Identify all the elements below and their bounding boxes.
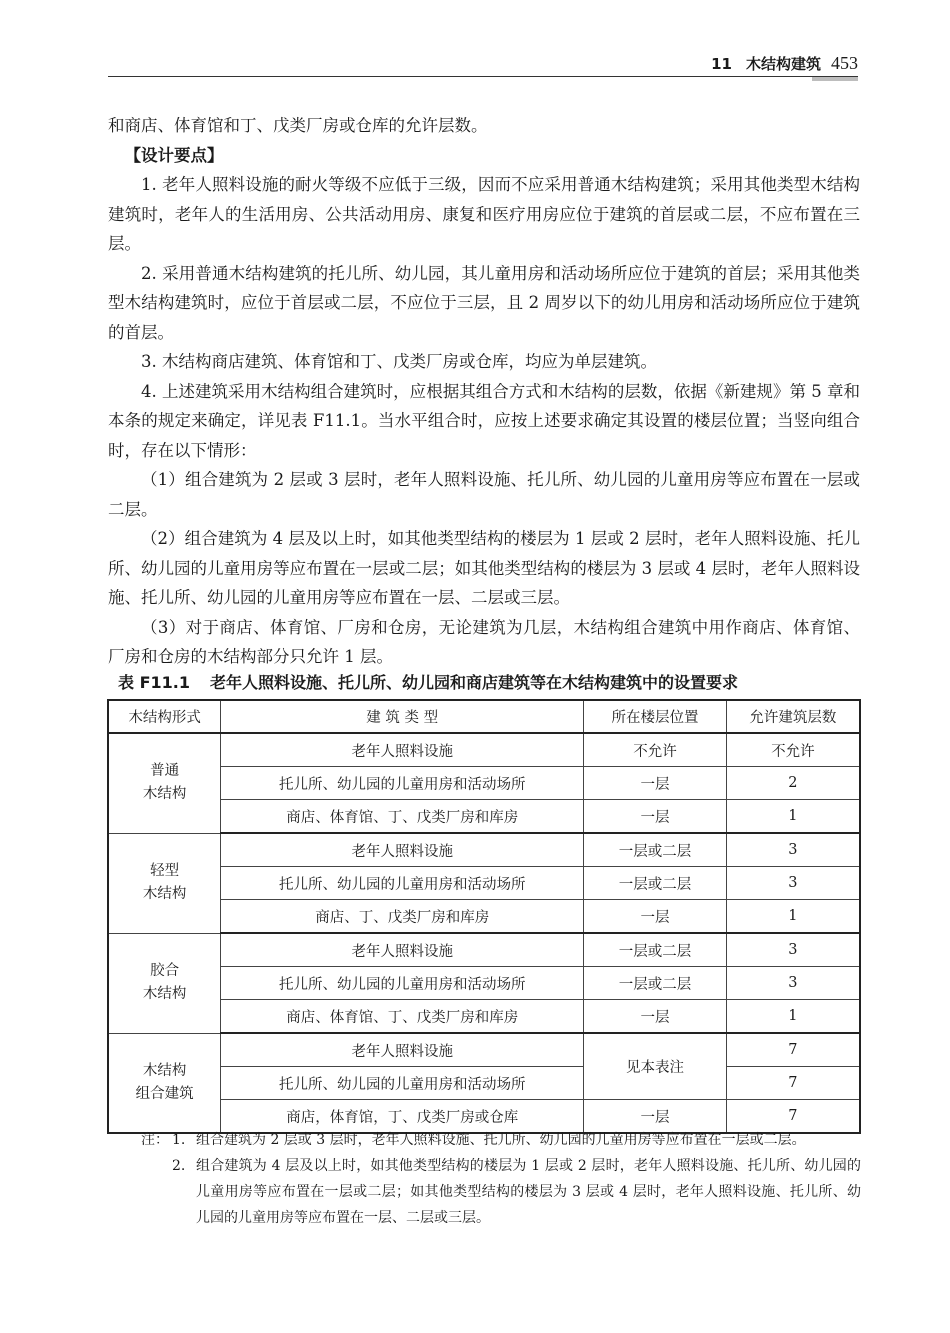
- form-cell: 胶合 木结构: [108, 933, 221, 1033]
- table-caption: [118, 670, 858, 696]
- paragraph-2: 2. 采用普通木结构建筑的托儿所、幼儿园，其儿童用房和活动场所应位于建筑的首层；采用其他类型木结构建筑时，应位于首层或二层，不应位于三层，且 2 周岁以下的幼儿用房和活动场所应位于建筑的首层。: [108, 263, 860, 342]
- table-row: [108, 733, 860, 767]
- count-cell: 不允许: [726, 733, 860, 767]
- note-item: [141, 1153, 861, 1231]
- header-count: 允许建筑层数: [726, 700, 860, 733]
- type-cell: 商店，体育馆，丁、戊类厂房或仓库: [221, 1100, 584, 1134]
- header-type: 建 筑 类 型: [221, 700, 584, 733]
- group-glulam: [108, 933, 860, 1033]
- continuation-paragraph: 和商店、体育馆和丁、戊类厂房或仓库的允许层数。: [108, 116, 488, 135]
- type-cell: 商店、丁、戊类厂房和库房: [221, 900, 584, 934]
- floor-cell: 一层: [584, 1100, 727, 1134]
- floor-cell: 一层: [584, 800, 727, 834]
- note-number: 1.: [172, 1132, 186, 1148]
- paragraph-1: 1. 老年人照料设施的耐火等级不应低于三级，因而不应采用普通木结构建筑；采用其他类型木结构建筑时，老年人的生活用房、公共活动用房、康复和医疗用房应位于建筑的首层或二层，不应布置在三层。: [108, 175, 860, 253]
- table-row: [108, 933, 860, 967]
- table-notes: [141, 1127, 861, 1231]
- type-cell: 托儿所、幼儿园的儿童用房和活动场所: [221, 1067, 584, 1100]
- floor-cell: 一层: [584, 900, 727, 934]
- table-row: [108, 1000, 860, 1034]
- count-cell: 7: [726, 1100, 860, 1134]
- paragraph-4: 4. 上述建筑采用木结构组合建筑时，应根据其组合方式和木结构的层数，依据《新建规》第 5 章和本条的规定来确定，详见表 F11.1。当水平组合时，应按上述要求确定其设置的楼层位置；当竖向组合时，存在以下情形：: [108, 381, 860, 460]
- notes-lead: 注：: [141, 1132, 169, 1148]
- floor-cell: 一层: [584, 1000, 727, 1034]
- group-ordinary: [108, 733, 860, 833]
- form-cell: 普通 木结构: [108, 733, 221, 833]
- note-text: 组合建筑为 2 层或 3 层时，老年人照料设施、托儿所、幼儿园的儿童用房等应布置在一层或二层。: [196, 1132, 806, 1148]
- count-cell: 3: [726, 933, 860, 967]
- paragraph-4-item-1: （1）组合建筑为 2 层或 3 层时，老年人照料设施、托儿所、幼儿园的儿童用房等应布置在一层或二层。: [108, 470, 860, 519]
- type-cell: 商店、体育馆、丁、戊类厂房和库房: [221, 1000, 584, 1034]
- note-number: 2.: [172, 1158, 186, 1174]
- floor-cell: 一层或二层: [584, 933, 727, 967]
- group-light: [108, 833, 860, 933]
- body-text: [108, 111, 860, 672]
- table-header-row: [108, 700, 860, 733]
- count-cell: 3: [726, 867, 860, 900]
- table-title: 老年人照料设施、托儿所、幼儿园和商店建筑等在木结构建筑中的设置要求: [209, 673, 738, 692]
- count-cell: 1: [726, 1000, 860, 1034]
- type-cell: 老年人照料设施: [221, 833, 584, 867]
- header-rule: [108, 76, 858, 77]
- floor-cell: 一层或二层: [584, 867, 727, 900]
- count-cell: 7: [726, 1033, 860, 1067]
- type-cell: 托儿所、幼儿园的儿童用房和活动场所: [221, 867, 584, 900]
- running-header: [108, 50, 858, 76]
- table-row: [108, 967, 860, 1000]
- header-rule-accent: [812, 77, 858, 81]
- count-cell: 1: [726, 900, 860, 934]
- type-cell: 老年人照料设施: [221, 933, 584, 967]
- count-cell: 2: [726, 767, 860, 800]
- floor-cell: 不允许: [584, 733, 727, 767]
- table-row: [108, 900, 860, 934]
- paragraph-4-item-2: （2）组合建筑为 4 层及以上时，如其他类型结构的楼层为 1 层或 2 层时，老年人照料设施、托儿所、幼儿园的儿童用房等应布置在一层或二层；如其他类型结构的楼层为 3 层或 4 层时，老年人照料设施、托儿所、幼儿园的儿童用房等应布置在一层、二层或三层。: [108, 529, 860, 607]
- floor-cell: 一层或二层: [584, 967, 727, 1000]
- floor-cell-merged: 见本表注: [584, 1033, 727, 1100]
- type-cell: 托儿所、幼儿园的儿童用房和活动场所: [221, 967, 584, 1000]
- table-row: [108, 800, 860, 834]
- note-item: [141, 1127, 861, 1153]
- section-heading: 【设计要点】: [124, 145, 224, 165]
- floor-cell: 一层: [584, 767, 727, 800]
- count-cell: 7: [726, 1067, 860, 1100]
- table-number: 表 F11.1: [118, 673, 190, 692]
- type-cell: 老年人照料设施: [221, 733, 584, 767]
- count-cell: 1: [726, 800, 860, 834]
- paragraph-3: 3. 木结构商店建筑、体育馆和丁、戊类厂房或仓库，均应为单层建筑。: [141, 352, 657, 371]
- count-cell: 3: [726, 833, 860, 867]
- table-row: [108, 1033, 860, 1067]
- header-floor: 所在楼层位置: [584, 700, 727, 733]
- form-cell: 木结构 组合建筑: [108, 1033, 221, 1133]
- table-row: [108, 867, 860, 900]
- table-row: [108, 833, 860, 867]
- header-form: 木结构形式: [108, 700, 221, 733]
- table-row: [108, 1067, 860, 1100]
- paragraph-4-item-3: （3）对于商店、体育馆、厂房和仓房，无论建筑为几层，木结构组合建筑中用作商店、体育馆、厂房和仓房的木结构部分只允许 1 层。: [108, 617, 860, 666]
- form-cell: 轻型 木结构: [108, 833, 221, 933]
- page-number: 453: [831, 53, 858, 73]
- type-cell: 商店、体育馆、丁、戊类厂房和库房: [221, 800, 584, 834]
- table-row: [108, 767, 860, 800]
- type-cell: 托儿所、幼儿园的儿童用房和活动场所: [221, 767, 584, 800]
- floor-cell: 一层或二层: [584, 833, 727, 867]
- chapter-number: 11: [711, 55, 732, 73]
- spec-table: [107, 699, 861, 1134]
- group-hybrid: [108, 1033, 860, 1133]
- type-cell: 老年人照料设施: [221, 1033, 584, 1067]
- chapter-title: 木结构建筑: [745, 55, 821, 73]
- count-cell: 3: [726, 967, 860, 1000]
- note-text: 组合建筑为 4 层及以上时，如其他类型结构的楼层为 1 层或 2 层时，老年人照料设施、托儿所、幼儿园的儿童用房等应布置在一层或二层；如其他类型结构的楼层为 3 层或 4 层时，老年人照料设施、托儿所、幼儿园的儿童用房等应布置在一层、二层或三层。: [196, 1158, 861, 1226]
